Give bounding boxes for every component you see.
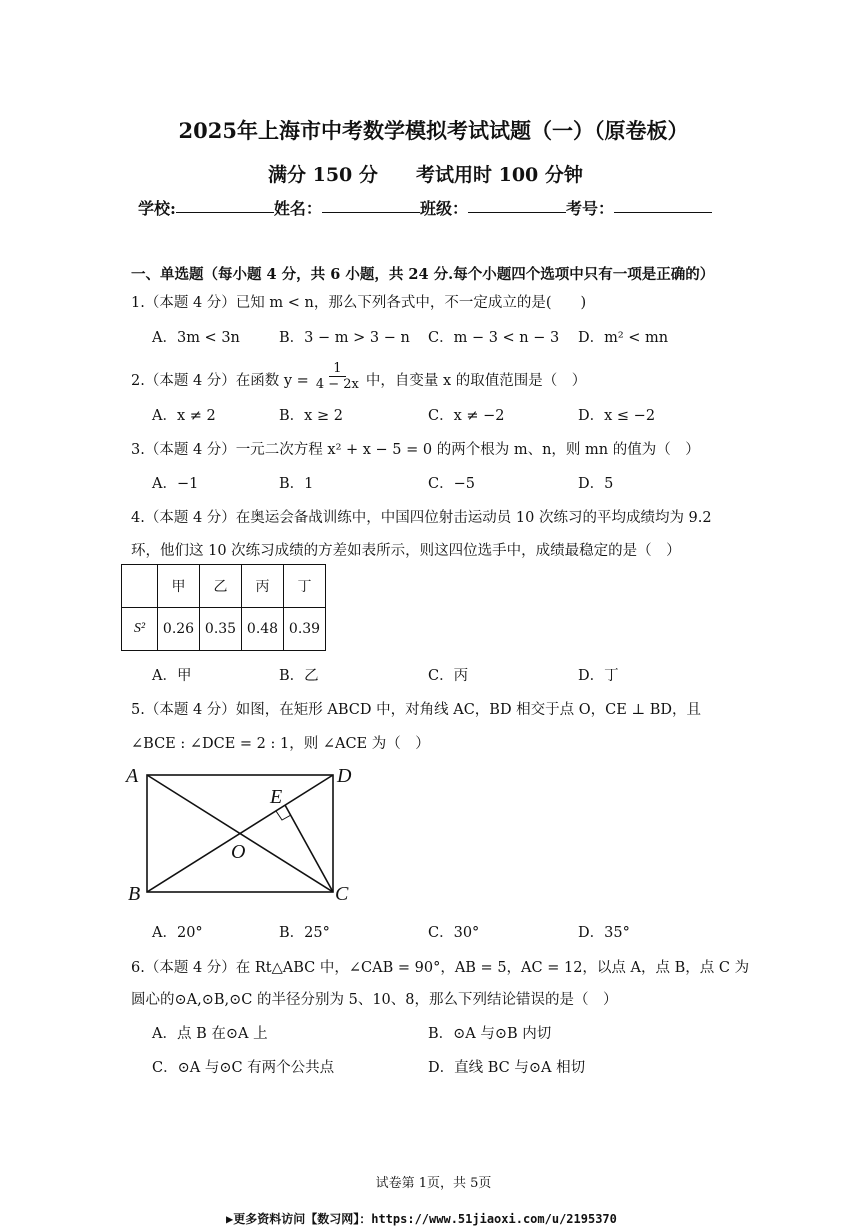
q5-option-d[interactable]: D．35°: [578, 925, 630, 941]
q2-stem-post: 中，自变量 x 的取值范围是（ ）: [365, 373, 587, 389]
q6-option-b[interactable]: B．⊙A 与⊙B 内切: [428, 1026, 552, 1042]
q1-option-b[interactable]: B．3 − m > 3 − n: [279, 330, 410, 346]
q2-option-b[interactable]: B．x ≥ 2: [279, 408, 343, 424]
q6-option-d[interactable]: D．直线 BC 与⊙A 相切: [428, 1060, 586, 1076]
q2-option-c[interactable]: C．x ≠ −2: [428, 408, 505, 424]
exam-no-field[interactable]: [614, 196, 712, 213]
question-3-stem: 3.（本题 4 分）一元二次方程 x² + x − 5 = 0 的两个根为 m、n，则 mn 的值为（ ）: [131, 442, 700, 458]
variance-table-cell: 0.39: [284, 608, 326, 651]
class-field[interactable]: [468, 196, 566, 213]
q3-option-d[interactable]: D．5: [578, 476, 614, 492]
q2-fraction-numerator: 1: [329, 361, 345, 377]
label-c: C: [335, 883, 349, 905]
q2-fraction-denominator: 4 − 2x: [315, 377, 359, 392]
question-4-stem-line2: 环，他们这 10 次练习成绩的方差如表所示，则这四位选手中，成绩最稳定的是（ ）: [131, 543, 681, 559]
q1-option-d[interactable]: D．m² < mn: [578, 330, 669, 346]
class-label: 班级：: [419, 199, 468, 218]
variance-table-header-row: [122, 565, 326, 608]
question-6-stem-line2: 圆心的⊙A,⊙B,⊙C 的半径分别为 5、10、8，那么下列结论错误的是（ ）: [131, 992, 618, 1008]
q4-option-b[interactable]: B．乙: [279, 668, 319, 684]
page-title: 2025年上海市中考数学模拟考试试题（一）（原卷板）: [178, 118, 689, 143]
question-5-stem-line1: 5.（本题 4 分）如图，在矩形 ABCD 中，对角线 AC，BD 相交于点 O，CE ⊥ BD，且: [131, 702, 701, 718]
label-b: B: [128, 883, 141, 905]
q6-option-c[interactable]: C．⊙A 与⊙C 有两个公共点: [152, 1060, 335, 1076]
q3-option-a[interactable]: A．−1: [152, 476, 199, 492]
q4-option-c[interactable]: C．丙: [428, 668, 469, 684]
label-a: A: [126, 765, 139, 787]
q2-fraction: [312, 361, 363, 392]
q1-option-c[interactable]: C．m − 3 < n − 3: [428, 330, 560, 346]
question-4-stem-line1: 4.（本题 4 分）在奥运会备战训练中，中国四位射击运动员 10 次练习的平均成绩均为 9.2: [131, 510, 712, 526]
variance-table-header-cell: 丁: [284, 565, 326, 608]
q3-option-b[interactable]: B．1: [279, 476, 314, 492]
student-info-row: [138, 196, 712, 219]
variance-table-cell: 0.35: [200, 608, 242, 651]
q2-stem-pre: 2.（本题 4 分）在函数 y =: [131, 373, 309, 389]
section-heading: 一、单选题（每小题 4 分，共 6 小题，共 24 分.每个小题四个选项中只有一项是正确的）: [131, 266, 715, 283]
school-label: 学校:: [138, 199, 176, 218]
rectangle-figure: [120, 760, 370, 910]
variance-table-row-label: S²: [122, 608, 158, 651]
variance-table: [121, 564, 326, 651]
variance-table-cell: 0.26: [158, 608, 200, 651]
question-1-stem: 1.（本题 4 分）已知 m < n，那么下列各式中，不一定成立的是( ): [131, 295, 587, 311]
question-2-stem: [131, 361, 587, 395]
promo-link[interactable]: ▶更多资料访问【数习网】：https://www.51jiaoxi.com/u/2195370: [226, 1212, 617, 1226]
label-o: O: [231, 841, 246, 863]
variance-table-header-cell: 甲: [158, 565, 200, 608]
q4-option-a[interactable]: A．甲: [152, 668, 192, 684]
q2-option-a[interactable]: A．x ≠ 2: [152, 408, 216, 424]
variance-table-header-cell: 乙: [200, 565, 242, 608]
q6-option-a[interactable]: A．点 B 在⊙A 上: [152, 1026, 268, 1042]
q5-option-b[interactable]: B．25°: [279, 925, 330, 941]
segment-ce: [285, 805, 333, 892]
label-e: E: [270, 786, 283, 808]
q3-option-c[interactable]: C．−5: [428, 476, 475, 492]
variance-table-cell: 0.48: [242, 608, 284, 651]
q5-option-a[interactable]: A．20°: [152, 925, 203, 941]
name-label: 姓名：: [273, 199, 322, 218]
time-label: 考试用时 100 分钟: [416, 164, 583, 186]
question-5-stem-line2: ∠BCE : ∠DCE = 2 : 1，则 ∠ACE 为（ ）: [131, 736, 430, 752]
variance-table-value-row: [122, 608, 326, 651]
variance-table-corner: [122, 565, 158, 608]
q4-option-d[interactable]: D．丁: [578, 668, 619, 684]
q5-option-c[interactable]: C．30°: [428, 925, 480, 941]
page-footer: 试卷第 1页，共 5页: [375, 1176, 492, 1191]
variance-table-header-cell: 丙: [242, 565, 284, 608]
question-6-stem-line1: 6.（本题 4 分）在 Rt△ABC 中，∠CAB = 90°，AB = 5，AC = 12，以点 A，点 B，点 C 为: [131, 960, 750, 976]
school-field[interactable]: [176, 196, 274, 213]
q2-option-d[interactable]: D．x ≤ −2: [578, 408, 656, 424]
exam-no-label: 考号：: [565, 199, 614, 218]
label-d: D: [337, 765, 352, 787]
score-label: 满分 150 分: [268, 164, 378, 186]
q1-option-a[interactable]: A．3m < 3n: [152, 330, 240, 346]
name-field[interactable]: [322, 196, 420, 213]
